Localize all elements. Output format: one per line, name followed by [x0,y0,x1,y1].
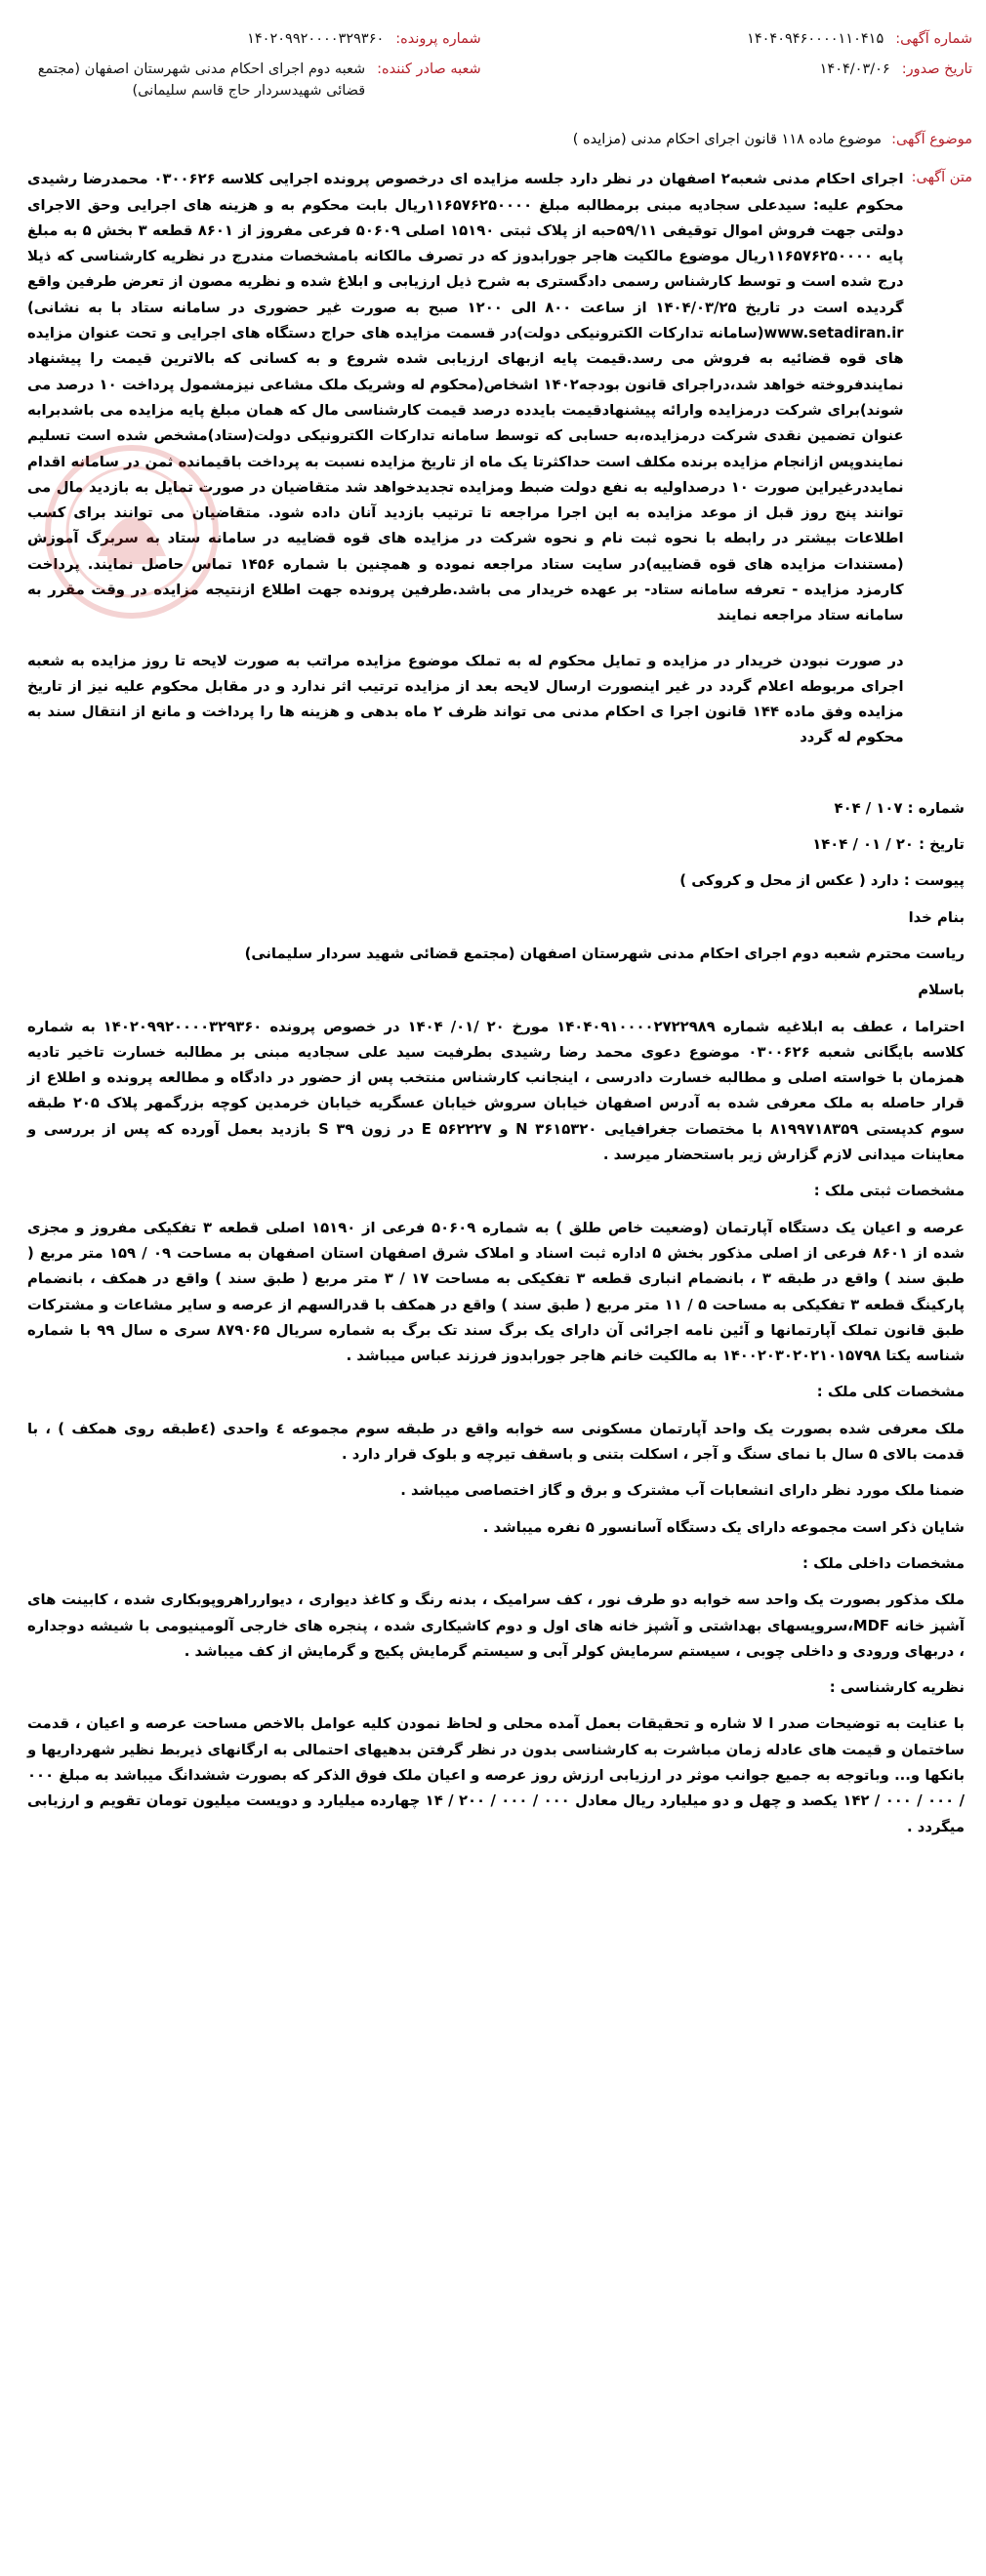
letter-addressee: ریاست محترم شعبه دوم اجرای احکام مدنی شهرستان اصفهان (مجتمع قضائی شهید سردار سلیمانی) [244,945,965,962]
subject-label: موضوع آگهی: [891,132,972,148]
letter-date: تاریخ : ۲۰ / ۰۱ / ۱۴۰۴ [812,836,965,854]
body-paragraph: در صورت نبودن خریدار در مزایده و تمایل محکوم له به تملک موضوع مزایده مراتب به صورت لایحه تا روز مزایده به شعبه اجرای مربوطه اعلام گردد در غیر اینصورت ارسال لایحه بعد از مزایده ترتیب اثر ندارد و در مقابل محکوم علیه نیز از تاریخ مزایده وفق ماده ۱۴۴ قانون اجرا ی احکام مدنی می تواند ظرف ۲ ماه بدهی و هزینه ها را پرداخت و مانع از انتقال سند به محکوم له گردد [27,652,904,746]
header [27,29,972,110]
issue-date-row [518,60,972,81]
letter-number: شماره : ۱۰۷ / ۴۰۴ [834,799,965,817]
letter-intro: احتراما ، عطف به ابلاغیه شماره ۱۴۰۴۰۹۱۰۰۰۰۲۷۲۲۹۸۹ مورخ ۲۰ /۰۱/ ۱۴۰۴ در خصوص پرونده ۱۴۰۲۰۹۹۲۰۰۰۰۳۲۹۳۶۰ به شماره کلاسه بایگانی شعبه ۰۳۰۰۶۲۶ موضوع دعوی محمد رضا رشیدی بطرفیت سید علی سجادیه مبنی بر مطالبه خسارت تاخیر تادیه همزمان با خواسته اصلی و مطالبه خسارت دادرسی ، اینجانب کارشناس منتخب پس از حضور در دادگاه و مطالعه پرونده و اطلاع از قرار حاصله به ملک معرفی شده به آدرس اصفهان خیابان سروش خیابان عسگریه خیابان خرمدین کوچه بزرگمهر پلاک ۲۰۵ طبقه سوم کدپستی ۸۱۹۹۷۱۸۳۵۹ با مختصات جغرافیایی ۳۶۱۵۳۲۰ N و ۵۶۲۲۲۷ E در زون ۳۹ S بازدید بعمل آورده که پس از بررسی و معاینات میدانی لازم گزارش زیر باستحضار میرسد . [27,1018,965,1164]
issuing-branch-row [27,60,481,102]
interior-specs-title: مشخصات داخلی ملک : [802,1554,965,1572]
expert-letter [27,796,972,1840]
case-number-label: شماره پرونده: [395,31,481,47]
expert-opinion-title: نظریه کارشناسی : [829,1679,965,1697]
body-text [27,167,904,771]
body-label: متن آگهی: [911,170,972,186]
body-block [27,167,972,771]
ad-number: ۱۴۰۴۰۹۴۶۰۰۰۰۱۱۰۴۱۵ [747,31,884,47]
general-specs-text: شایان ذکر است مجموعه دارای یک دستگاه آسانسور ۵ نفره میباشد . [482,1518,965,1536]
letter-greeting: باسلام [918,982,965,999]
expert-opinion-text: با عنایت به توضیحات صدر ا لا شاره و تحقیقات بعمل آمده محلی و لحاظ نمودن کلیه عوامل بالاخص مساحت عرصه و اعیان ، قدمت ساختمان و قیمت های عادله زمان مباشرت به کارشناسی بدون در نظر گرفتن بدهیهای احتمالی به ارگانهای ذیربط نظیر شهرداریها و بانکها و... وباتوجه به جمیع جوانب موثر در ارزیابی ارزش روز عرصه و اعیان ملک فوق الذکر که بصورت ششدانگ میباشد به مبلغ ۰۰۰ / ۰۰۰ / ۰۰۰ / ۱۴۲ یکصد و چهل و دو میلیارد ریال معادل ۰۰۰ / ۰۰۰ / ۲۰۰ / ۱۴ چهارده میلیارد و دویست میلیون تومان تقویم و ارزیابی میگردد . [27,1715,965,1835]
general-specs-title: مشخصات کلی ملک : [816,1384,965,1401]
interior-specs-text: ملک مذکور بصورت یک واحد سه خوابه دو طرف نور ، کف سرامیک ، بدنه رنگ و کاغذ دیواری ، دیوارراهروپوبکاری شده ، کابینت های آشپز خانه MDF،سرویسهای بهداشتی و آشپز خانه های اول و دوم کاشیکاری شده ، پنجره های خارجی آلومینیومی با شیشه دوجداره ، دربهای ورودی و داخلی چوبی ، سیستم سرمایش کولر آبی و سیستم گرمایش پکیج و گرمایش از کف میباشد . [27,1591,965,1660]
letter-attachment: پیوست : دارد ( عکس از محل و کروکی ) [679,872,965,890]
case-number: ۱۴۰۲۰۹۹۲۰۰۰۰۳۲۹۳۶۰ [247,31,385,47]
case-number-row [27,29,481,51]
issue-date: ۱۴۰۴/۰۳/۰۶ [819,60,890,77]
general-specs-text: ملک معرفی شده بصورت یک واحد آپارتمان مسکونی سه خوابه واقع در طبقه سوم مجموعه ٤ واحدی (٤طبقه روی همکف ) ، با قدمت بالای ۵ سال با نمای سنگ و آجر ، اسکلت بتنی و باسقف تیرچه و بلوک قرار دارد . [27,1420,965,1464]
header-left-column [27,29,481,110]
registration-text: عرصه و اعیان یک دستگاه آپارتمان (وضعیت خاص طلق ) به شماره ۵۰۶۰۹ فرعی از ۱۵۱۹۰ اصلی قطعه ۳ تفکیکی مفروز و مجزی شده از ۸۶۰۱ فرعی از اصلی مذکور بخش ۵ اداره ثبت اسناد و املاک شرق اصفهان استان اصفهان به مساحت ۰۹ / ۱۵۹ متر مربع ( طبق سند ) واقع در طبقه ۳ ، بانضمام انباری قطعه ۳ تفکیکی به مساحت ۱۷ / ۳ متر مربع ( طبق سند ) واقع در همکف ، بانضمام پارکینگ قطعه ۳ تفکیکی به مساحت ۵ / ۱۱ متر مربع ( طبق سند ) واقع در همکف با قدرالسهم از عرصه و سایر مشاعات و مشترکات طبق قانون تملک آپارتمانها و آئین نامه اجرائی آن دارای یک برگ سند تک برگ به شماره سریال ۸۷۹۰۶۵ سری ه سال ۹۹ با شماره شناسه یکتا ۱۴۰۰۲۰۳۰۲۰۲۱۰۱۵۷۹۸ به مالکیت خانم هاجر جورابدوز فرزند عباس میباشد . [27,1219,965,1365]
registration-title: مشخصات ثبتی ملک : [813,1183,965,1200]
general-specs-text: ضمنا ملک مورد نظر دارای انشعابات آب مشترک و برق و گاز اختصاصی میباشد . [400,1482,965,1500]
ad-number-row [518,29,972,51]
header-right-column [518,29,972,110]
issuing-branch-label: شعبه صادر کننده: [377,60,481,77]
body-paragraph: اجرای احکام مدنی شعبه۲ اصفهان در نظر دارد جلسه مزایده ای درخصوص پرونده اجرایی کلاسه ۰۳۰۰۶۲۶ محمدرضا رشیدی محکوم علیه: سیدعلی سجادیه مبنی برمطالبه مبلغ ۱۱۶۵۷۶۲۵۰۰۰۰ریال بابت محکوم به و هزینه های اجرایی وحق الاجرای دولتی جهت فروش اموال توقیفی ۵۹/۱۱حبه از پلاک ثبتی ۱۵۱۹۰ اصلی ۵۰۶۰۹ فرعی مفروز از ۸۶۰۱ قطعه ۳ بخش ۵ به مبلغ پایه ۱۱۶۵۷۶۲۵۰۰۰۰ریال موضوع مالکیت هاجر جورابدوز که در تصرف مالکانه بامشخصات مندرج در نظریه کارشناسی که ذیلا درج شده است و توسط کارشناس رسمی دادگستری به شرح ذیل ارزیابی و ابلاغ شده و نظریه مصون از تعرض طرفین واقع گردیده است در تاریخ ۱۴۰۴/۰۳/۲۵ از ساعت ۸۰۰ الی ۱۲۰۰ صبح به صورت غیر حضوری در سامانه ستاد با به نشانی) www.setadiran.ir(سامانه تدارکات الکترونیکی دولت)در قسمت مزایده های حراج دستگاه های اجرایی و تحت عنوان مزایده های قوه قضائیه به فروش می رسد.قیمت پایه ازبهای ارزیابی شده شروع و به کسانی که بالاترین قیمت را پیشنهاد نمایندفروخته خواهد شد،دراجرای قانون بودجه۱۴۰۲ اشخاص(محکوم له وشریک ملک مشاعی نیزمشمول پرداخت ۱۰ درصد می شوند)برای شرکت درمزایده وارائه پیشنهادقیمت بایدده درصد قیمت کارشناسی مال که همان مبلغ پایه مزایده می باشدبرابه عنوان تضمین نقدی شرکت درمزایده،به حسابی که توسط سامانه تدارکات الکترونیکی دولت(ستاد)مشخص شده است تسلیم نمایندوپس ازانجام مزایده برنده مکلف است حداکثرتا یک ماه از تاریخ مزایده نسبت به پرداخت باقیمانده ثمن در سامانه اقدام نمایددرغیراین صورت ۱۰ درصداولیه به نفع دولت ضبط ومزایده تجدیدخواهد شد متقاضیان در صورت تمایل به بازدید مال می توانند پنج روز قبل از موعد مزایده به این اجرا مراجعه تا ترتیب بازدید آنان داده شود. متقاضیان می توانند برای کسب اطلاعات بیشتر در رابطه با نحوه ثبت نام و نحوه شرکت در مزایده های قوه قضاییه در سامانه ستاد به سربرگ آموزش (مستندات مزایده های قوه قضاییه)در سایت ستاد مراجعه نموده و همچنین با شماره ۱۴۵۶ تماس حاصل نمایند. پرداخت کارمزد مزایده - تعرفه سامانه ستاد- بر عهده خریدار می باشد.طرفین پرونده جهت اطلاع ازنتیجه مزایده در وقت مقرر به سامانه ستاد مراجعه نمایند [27,171,904,624]
subject-text: موضوع ماده ۱۱۸ قانون اجرای احکام مدنی (مزایده ) [572,132,883,148]
issue-date-label: تاریخ صدور: [901,60,972,77]
subject-row [27,132,972,147]
ad-number-label: شماره آگهی: [895,31,972,47]
letter-bismillah: بنام خدا [908,908,965,926]
issuing-branch: شعبه دوم اجرای احکام مدنی شهرستان اصفهان (مجتمع قضائی شهیدسردار حاج قاسم سلیمانی) [37,60,366,99]
